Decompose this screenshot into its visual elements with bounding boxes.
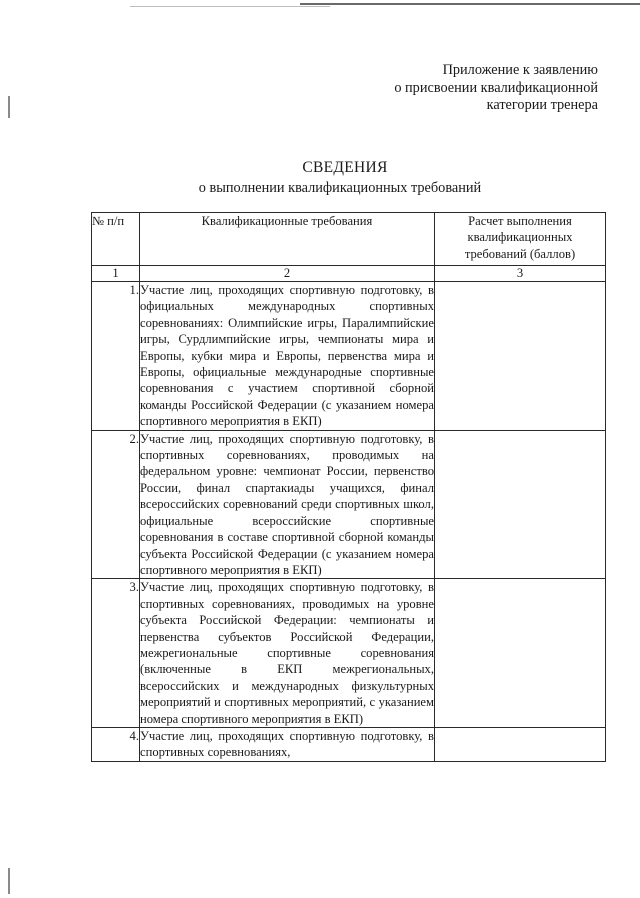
- table-row: [92, 727, 606, 761]
- table-row: [92, 579, 606, 728]
- column-number-row: [92, 266, 606, 282]
- row-number: 3.: [92, 579, 140, 728]
- scan-artifact-line: [130, 6, 330, 7]
- column-header-number: № п/п: [92, 213, 140, 266]
- appendix-header-line: категории тренера: [486, 97, 598, 113]
- calculation-cell[interactable]: [435, 579, 606, 728]
- document-title: [0, 158, 640, 198]
- row-number: 1.: [92, 282, 140, 431]
- calculation-cell[interactable]: [435, 282, 606, 431]
- table-header-row: [92, 213, 606, 266]
- requirement-text: Участие лиц, проходящих спортивную подготовку, в спортивных соревнованиях, проводимых на федеральном уровне: чемпионат России, первенство России, финал спартакиады учащихся, финал всероссийских соревнований среди спортивных школ, официальные всероссийские спортивные соревнования в составе спортивной сборной команды субъекта Российской Федерации (с указанием номера спортивного мероприятия в ЕКП): [140, 431, 434, 577]
- requirements-table: [91, 212, 606, 762]
- appendix-header-line: Приложение к заявлению: [442, 62, 598, 78]
- table-row: [92, 282, 606, 431]
- appendix-header: [298, 62, 598, 115]
- requirement-text: Участие лиц, проходящих спортивную подготовку, в спортивных соревнованиях,: [140, 728, 434, 760]
- row-number: 4.: [92, 727, 140, 761]
- scan-edge-mark: [8, 868, 10, 894]
- calculation-cell[interactable]: [435, 727, 606, 761]
- column-number: 2: [140, 266, 435, 282]
- column-number: 1: [92, 266, 140, 282]
- calculation-cell[interactable]: [435, 430, 606, 579]
- requirement-text: Участие лиц, проходящих спортивную подготовку, в спортивных соревнованиях, проводимых на уровне субъекта Российской Федерации: чемпионаты и первенства субъектов Российской Федерации, межрегиональные спортивные соревнования (включенные в ЕКП межрегиональных, всероссийских и международных физкультурных мероприятий и спортивных мероприятий, с указанием номера спортивного мероприятия в ЕКП): [140, 580, 434, 726]
- column-number: 3: [435, 266, 606, 282]
- requirement-text: Участие лиц, проходящих спортивную подготовку, в официальных международных спортивных соревнованиях: Олимпийские игры, Паралимпийские игры, Сурдлимпийские игры, чемпионаты мира и Европы, кубки мира и Европы, первенства мира и Европы, официальные международные спортивные соревнования с участием спортивной сборной команды Российской Федерации (с указанием номера спортивного мероприятия в ЕКП): [140, 283, 434, 429]
- column-header-requirements: Квалификационные требования: [140, 213, 435, 266]
- table-row: [92, 430, 606, 579]
- column-header-calculation: Расчет выполнения квалификационных требований (баллов): [435, 213, 606, 266]
- document-title-main: СВЕДЕНИЯ: [302, 159, 388, 176]
- row-number: 2.: [92, 430, 140, 579]
- appendix-header-line: о присвоении квалификационной: [394, 79, 598, 96]
- document-title-sub: о выполнении квалификационных требований: [198, 180, 482, 196]
- scan-artifact-line: [300, 3, 640, 5]
- scan-edge-mark: [8, 96, 10, 118]
